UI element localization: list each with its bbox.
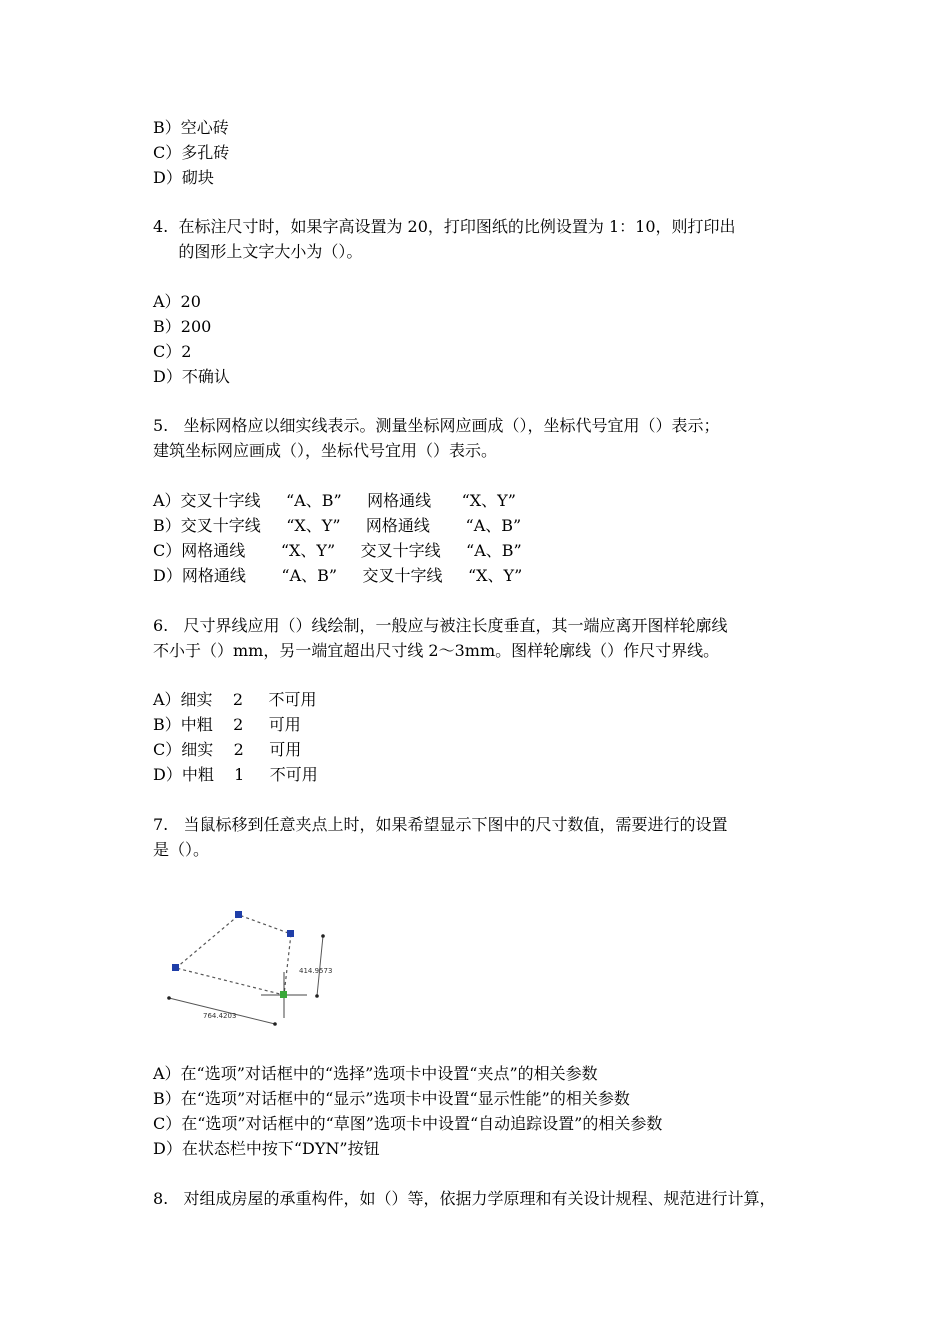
q5-stem-line2: 建筑坐标网应画成（），坐标代号宜用（）表示。 bbox=[153, 441, 498, 460]
grip-square bbox=[287, 930, 294, 937]
dim-point bbox=[167, 996, 171, 1000]
dim-point bbox=[315, 994, 319, 998]
dim-point bbox=[273, 1022, 277, 1026]
q4-option-d: D）不确认 bbox=[153, 367, 230, 386]
q4-option-b: B）200 bbox=[153, 317, 212, 336]
q4-stem-line2: 的图形上文字大小为（）。 bbox=[153, 242, 363, 261]
q6-option-a: A）细实 2 不可用 bbox=[153, 690, 317, 709]
q5-stem-line1: 5. 坐标网格应以细实线表示。测量坐标网应画成（），坐标代号宜用（）表示； bbox=[153, 416, 720, 435]
dim-point bbox=[321, 934, 325, 938]
q7-stem-line2: 是（）。 bbox=[153, 840, 210, 859]
q7-option-c: C）在“选项”对话框中的“草图”选项卡中设置“自动追踪设置”的相关参数 bbox=[153, 1114, 663, 1133]
q4-option-c: C）2 bbox=[153, 342, 192, 361]
q8-stem-line1: 8. 对组成房屋的承重构件，如（）等，依据力学原理和有关设计规程、规范进行计算， bbox=[153, 1189, 776, 1208]
dashed-outline bbox=[176, 915, 291, 995]
q7-option-a: A）在“选项”对话框中的“选择”选项卡中设置“夹点”的相关参数 bbox=[153, 1064, 598, 1083]
q7-figure-svg bbox=[153, 900, 343, 1035]
q7-option-b: B）在“选项”对话框中的“显示”选项卡中设置“显示性能”的相关参数 bbox=[153, 1089, 630, 1108]
q5-option-d: D）网格通线 “A、B” 交叉十字线 “X、Y” bbox=[153, 566, 523, 585]
q3-option-b: B）空心砖 bbox=[153, 118, 229, 137]
q4-option-a: A）20 bbox=[153, 292, 201, 311]
q6-stem-line1: 6. 尺寸界线应用（）线绘制，一般应与被注长度垂直，其一端应离开图样轮廓线 bbox=[153, 616, 728, 635]
q5-option-b: B）交叉十字线 “X、Y” 网格通线 “A、B” bbox=[153, 516, 522, 535]
q3-option-d: D）砌块 bbox=[153, 168, 214, 187]
q7-grip-dimension-figure bbox=[153, 900, 343, 1035]
q3-option-c: C）多孔砖 bbox=[153, 143, 230, 162]
q4-stem-line1: 4. 在标注尺寸时，如果字高设置为 20，打印图纸的比例设置为 1：10，则打印出 bbox=[153, 217, 736, 236]
vertical-dim-line bbox=[317, 936, 323, 996]
dim-value-horizontal: 764.4203 bbox=[203, 1012, 237, 1020]
grip-square bbox=[235, 911, 242, 918]
q6-option-b: B）中粗 2 可用 bbox=[153, 715, 301, 734]
q7-stem-line1: 7. 当鼠标移到任意夹点上时，如果希望显示下图中的尺寸数值，需要进行的设置 bbox=[153, 815, 728, 834]
horizontal-dim-line bbox=[169, 998, 275, 1024]
hot-grip-square bbox=[280, 991, 287, 998]
dim-value-vertical: 414.9573 bbox=[299, 967, 333, 975]
q5-option-c: C）网格通线 “X、Y” 交叉十字线 “A、B” bbox=[153, 541, 522, 560]
q6-option-c: C）细实 2 可用 bbox=[153, 740, 302, 759]
grip-square bbox=[172, 964, 179, 971]
q7-option-d: D）在状态栏中按下“DYN”按钮 bbox=[153, 1139, 380, 1158]
q6-option-d: D）中粗 1 不可用 bbox=[153, 765, 318, 784]
q5-option-a: A）交叉十字线 “A、B” 网格通线 “X、Y” bbox=[153, 491, 516, 510]
q6-stem-line2: 不小于（）mm，另一端宜超出尺寸线 2～3mm。图样轮廓线（）作尺寸界线。 bbox=[153, 641, 720, 660]
